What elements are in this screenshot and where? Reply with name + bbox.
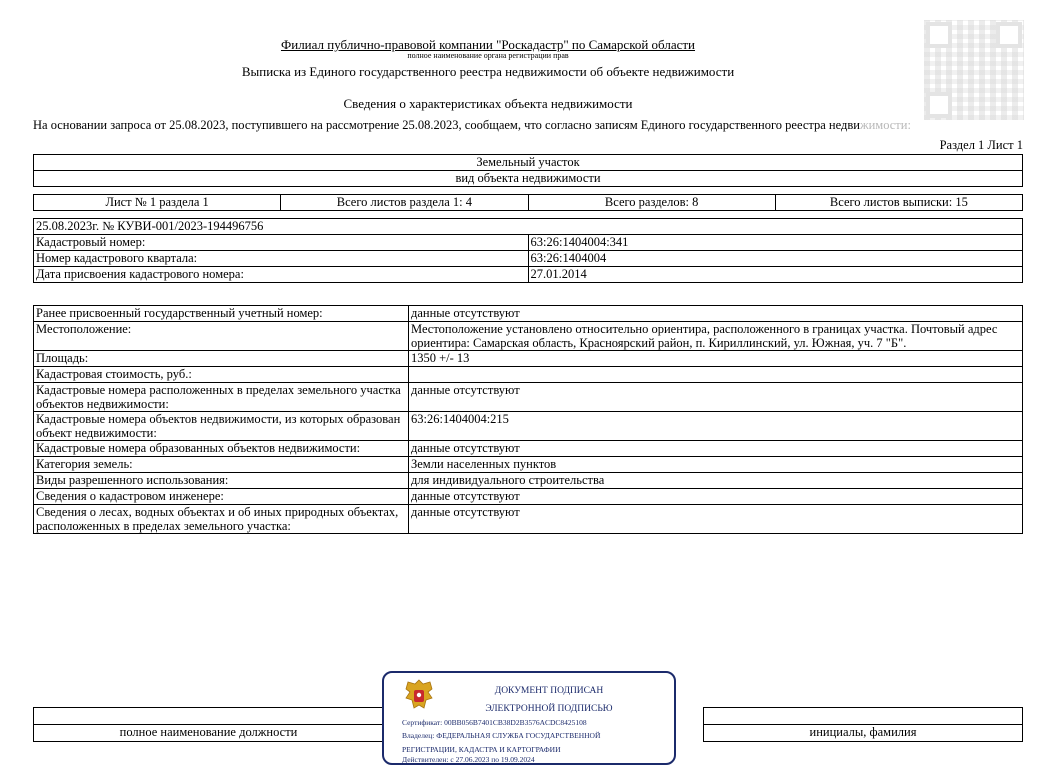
name-field [704,708,1023,725]
stamp-certificate: Сертификат: 00BB056B7401CB38D2B3576ACDC8425108 [402,718,587,727]
table-row [34,267,1023,283]
row-value: Земли населенных пунктов [409,457,1023,473]
identity-table [33,218,1023,283]
stamp-line2: ЭЛЕКТРОННОЙ ПОДПИСЬЮ [485,704,613,714]
row-value: Местоположение установлено относительно ориентира, расположенного в границах участка. Почтовый адрес ориентира: Самарская область, Красноярский район, п. Кириллинский, ул. Южная, уч. 7 "Б". [409,322,1023,351]
table-row [34,251,1023,267]
object-type: Земельный участок [34,155,1023,171]
org-name-caption: полное наименование органа регистрации прав [407,51,569,60]
org-name: Филиал публично-правовой компании "Роскадастр" по Самарской области [280,37,696,52]
row-value: для индивидуального строительства [409,473,1023,489]
row-label: Площадь: [34,351,409,367]
table-row [34,235,1023,251]
row-label: Номер кадастрового квартала: [34,251,529,267]
row-label: Сведения о лесах, водных объектах и об иных природных объектах, расположенных в пределах земельного участка: [34,505,409,534]
row-value: данные отсутствуют [409,383,1023,412]
total-sheets-section: Всего листов раздела 1: 4 [281,195,528,211]
row-value: данные отсутствуют [409,505,1023,534]
details-table [33,305,1023,534]
table-row [34,441,1023,457]
object-type-caption: вид объекта недвижимости [34,171,1023,187]
row-value [409,367,1023,383]
table-row [34,383,1023,412]
qr-code-icon [924,20,1024,120]
position-caption: полное наименование должности [34,725,384,742]
name-caption: инициалы, фамилия [704,725,1023,742]
row-label: Местоположение: [34,322,409,351]
row-label: Кадастровый номер: [34,235,529,251]
extract-title: Выписка из Единого государственного реестра недвижимости об объекте недвижимости [241,64,735,79]
row-value: 63:26:1404004:341 [528,235,1023,251]
row-label: Кадастровые номера образованных объектов недвижимости: [34,441,409,457]
request-basis: На основании запроса от 25.08.2023, поступившего на рассмотрение 25.08.2023, сообщаем, что согласно записям Единого государственного реестра недвижимости: [33,118,911,132]
total-sheets: Всего листов выписки: 15 [775,195,1022,211]
coat-of-arms-icon [402,678,436,712]
row-label: Виды разрешенного использования: [34,473,409,489]
stamp-validity: Действителен: с 27.06.2023 по 19.09.2024 [402,755,535,764]
sheet-info-table [33,194,1023,211]
row-value: данные отсутствуют [409,306,1023,322]
row-label: Ранее присвоенный государственный учетный номер: [34,306,409,322]
row-label: Дата присвоения кадастрового номера: [34,267,529,283]
stamp-line1: ДОКУМЕНТ ПОДПИСАН [494,686,604,696]
table-row [34,306,1023,322]
sheet-number: Лист № 1 раздела 1 [34,195,281,211]
row-value: 27.01.2014 [528,267,1023,283]
stamp-owner-line2: РЕГИСТРАЦИИ, КАДАСТРА И КАРТОГРАФИИ [402,745,561,754]
object-type-table [33,154,1023,187]
row-value: 63:26:1404004:215 [409,412,1023,441]
table-row [34,367,1023,383]
document-reference: 25.08.2023г. № КУВИ-001/2023-194496756 [34,219,1023,235]
position-field [34,708,384,725]
row-label: Кадастровая стоимость, руб.: [34,367,409,383]
table-row [34,412,1023,441]
stamp-owner-line1: Владелец: ФЕДЕРАЛЬНАЯ СЛУЖБА ГОСУДАРСТВЕННОЙ [402,731,601,740]
table-row [34,505,1023,534]
row-label: Кадастровые номера расположенных в пределах земельного участка объектов недвижимости: [34,383,409,412]
electronic-signature-stamp [382,671,676,765]
row-value: 1350 +/- 13 [409,351,1023,367]
table-row [34,473,1023,489]
table-row [34,351,1023,367]
table-row [34,457,1023,473]
total-sections: Всего разделов: 8 [528,195,775,211]
section-sheet-label: Раздел 1 Лист 1 [939,138,1023,152]
row-value: 63:26:1404004 [528,251,1023,267]
row-label: Кадастровые номера объектов недвижимости, из которых образован объект недвижимости: [34,412,409,441]
row-value: данные отсутствуют [409,441,1023,457]
section-title: Сведения о характеристиках объекта недвижимости [343,96,633,111]
row-label: Категория земель: [34,457,409,473]
table-row [34,322,1023,351]
table-row [34,489,1023,505]
row-value: данные отсутствуют [409,489,1023,505]
row-label: Сведения о кадастровом инженере: [34,489,409,505]
